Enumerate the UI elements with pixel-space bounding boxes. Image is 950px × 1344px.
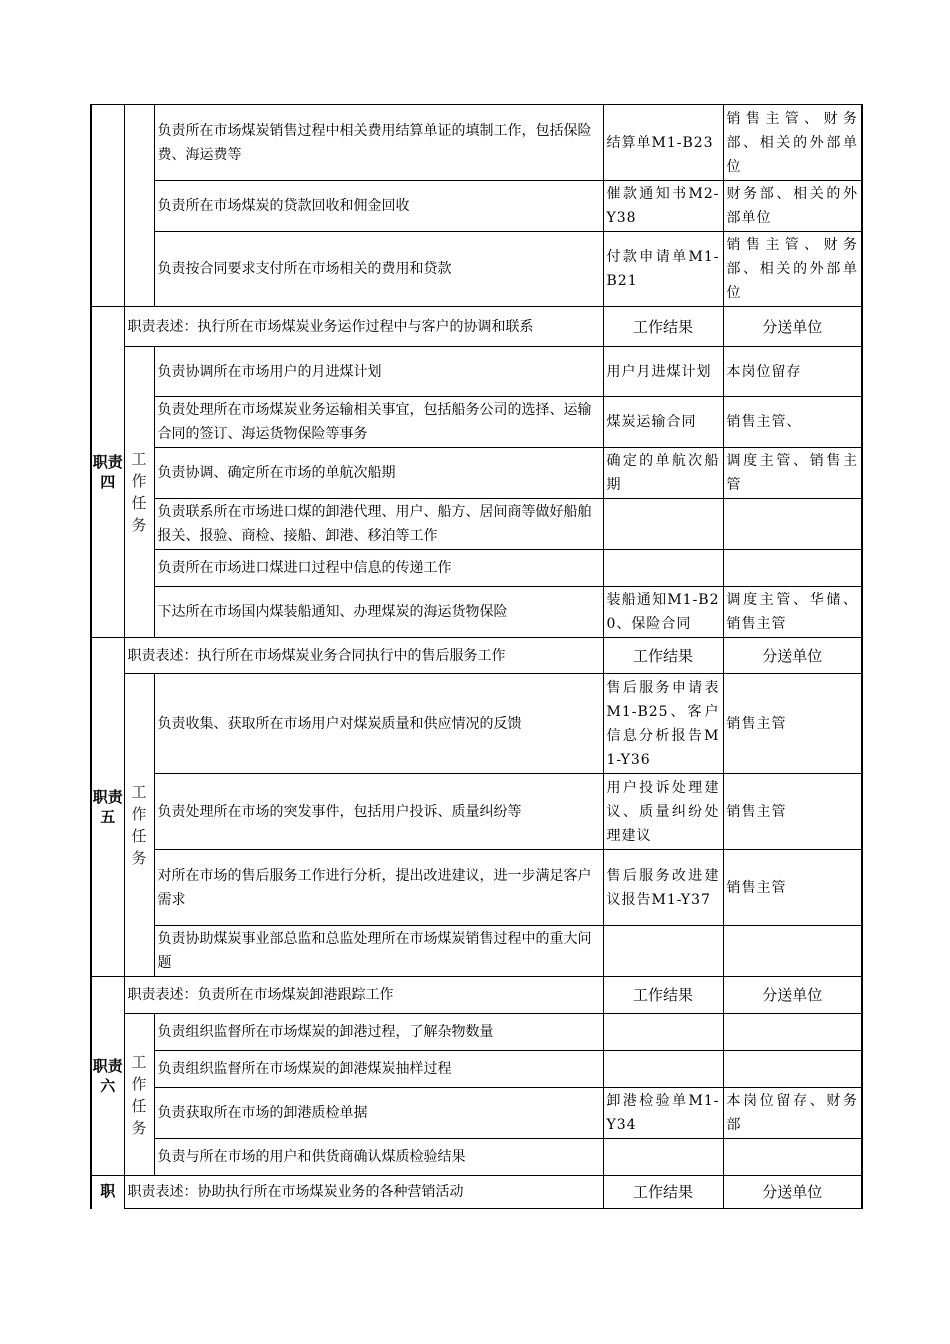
table-row [91, 181, 862, 232]
result-text: 煤炭运输合同 [603, 397, 723, 448]
table-row [91, 550, 862, 587]
duty-statement-row [91, 1176, 862, 1209]
dist-text [723, 499, 862, 550]
result-text: 卸港检验单M1-Y34 [603, 1088, 723, 1139]
task-text: 负责收集、获取所在市场用户对煤炭质量和供应情况的反馈 [154, 674, 603, 774]
duty-statement: 职责表述：执行所在市场煤炭业务运作过程中与客户的协调和联系 [124, 307, 603, 347]
result-text [603, 1014, 723, 1051]
dist-text [723, 1051, 862, 1088]
tasks-label-cell [124, 105, 154, 307]
dist-header: 分送单位 [723, 977, 862, 1014]
dist-text: 销售主管 [723, 774, 862, 850]
tasks-label: 工作任务 [124, 1014, 154, 1176]
table-row [91, 448, 862, 499]
duty-label: 职 [91, 1176, 124, 1209]
result-header: 工作结果 [603, 977, 723, 1014]
result-text [603, 926, 723, 977]
duty-statement-row [91, 977, 862, 1014]
table-row [91, 926, 862, 977]
result-text [603, 499, 723, 550]
duty-statement-row [91, 638, 862, 674]
result-text: 催款通知书M2-Y38 [603, 181, 723, 232]
task-text: 下达所在市场国内煤装船通知、办理煤炭的海运货物保险 [154, 587, 603, 638]
table-row [91, 397, 862, 448]
dist-text: 本岗位留存、财务部 [723, 1088, 862, 1139]
table-row [91, 1139, 862, 1176]
table-row [91, 1088, 862, 1139]
task-text: 负责所在市场煤炭的贷款回收和佣金回收 [154, 181, 603, 232]
result-text [603, 550, 723, 587]
task-text: 负责所在市场进口煤进口过程中信息的传递工作 [154, 550, 603, 587]
task-text: 负责按合同要求支付所在市场相关的费用和贷款 [154, 232, 603, 307]
dist-header: 分送单位 [723, 638, 862, 674]
table-row [91, 674, 862, 774]
dist-text [723, 550, 862, 587]
result-text [603, 1139, 723, 1176]
table-row [91, 105, 862, 181]
table-row [91, 347, 862, 397]
task-text: 负责所在市场煤炭销售过程中相关费用结算单证的填制工作，包括保险费、海运费等 [154, 105, 603, 181]
task-text: 负责获取所在市场的卸港质检单据 [154, 1088, 603, 1139]
result-text: 付款申请单M1-B21 [603, 232, 723, 307]
dist-text [723, 926, 862, 977]
task-text: 负责联系所在市场进口煤的卸港代理、用户、船方、居间商等做好船舶报关、报验、商检、接船、卸港、移泊等工作 [154, 499, 603, 550]
table-row [91, 587, 862, 638]
dist-header: 分送单位 [723, 307, 862, 347]
task-text: 负责与所在市场的用户和供货商确认煤质检验结果 [154, 1139, 603, 1176]
task-text: 负责协助煤炭事业部总监和总监处理所在市场煤炭销售过程中的重大问题 [154, 926, 603, 977]
result-text: 售后服务改进建议报告M1-Y37 [603, 850, 723, 926]
task-text: 负责处理所在市场的突发事件，包括用户投诉、质量纠纷等 [154, 774, 603, 850]
dist-text: 销售主管 [723, 674, 862, 774]
result-text: 确定的单航次船期 [603, 448, 723, 499]
duty-statement-row [91, 307, 862, 347]
dist-text: 调度主管、销售主管 [723, 448, 862, 499]
task-text: 对所在市场的售后服务工作进行分析，提出改进建议，进一步满足客户需求 [154, 850, 603, 926]
duty-label-cell [91, 105, 124, 307]
duty-label: 职责五 [91, 638, 124, 977]
dist-text: 销售主管、 [723, 397, 862, 448]
table-row [91, 1051, 862, 1088]
dist-text: 本岗位留存 [723, 347, 862, 397]
result-header: 工作结果 [603, 638, 723, 674]
duty-label: 职责六 [91, 977, 124, 1176]
task-text: 负责协调所在市场用户的月进煤计划 [154, 347, 603, 397]
result-text [603, 1051, 723, 1088]
dist-text [723, 1014, 862, 1051]
table-row [91, 850, 862, 926]
task-text: 负责组织监督所在市场煤炭的卸港过程，了解杂物数量 [154, 1014, 603, 1051]
dist-text: 销售主管、财务部、相关的外部单位 [723, 105, 862, 181]
table-row [91, 499, 862, 550]
dist-text: 调度主管、华储、销售主管 [723, 587, 862, 638]
result-text: 用户投诉处理建议、质量纠纷处理建议 [603, 774, 723, 850]
dist-text: 财务部、相关的外部单位 [723, 181, 862, 232]
task-text: 负责协调、确定所在市场的单航次船期 [154, 448, 603, 499]
task-text: 负责组织监督所在市场煤炭的卸港煤炭抽样过程 [154, 1051, 603, 1088]
duty-statement: 职责表述：负责所在市场煤炭卸港跟踪工作 [124, 977, 603, 1014]
duty-statement: 职责表述：协助执行所在市场煤炭业务的各种营销活动 [124, 1176, 603, 1209]
task-text: 负责处理所在市场煤炭业务运输相关事宜，包括船务公司的选择、运输合同的签订、海运货物保险等事务 [154, 397, 603, 448]
dist-header: 分送单位 [723, 1176, 862, 1209]
result-text: 售后服务申请表M1-B25、客户信息分析报告M1-Y36 [603, 674, 723, 774]
dist-text: 销售主管 [723, 850, 862, 926]
table-row [91, 1014, 862, 1051]
result-header: 工作结果 [603, 1176, 723, 1209]
table-row [91, 774, 862, 850]
duty-table [90, 104, 863, 1209]
duty-label: 职责四 [91, 307, 124, 638]
result-text: 用户月进煤计划 [603, 347, 723, 397]
result-header: 工作结果 [603, 307, 723, 347]
result-text: 装船通知M1-B20、保险合同 [603, 587, 723, 638]
tasks-label: 工作任务 [124, 674, 154, 977]
dist-text [723, 1139, 862, 1176]
tasks-label: 工作任务 [124, 347, 154, 638]
duty-statement: 职责表述：执行所在市场煤炭业务合同执行中的售后服务工作 [124, 638, 603, 674]
result-text: 结算单M1-B23 [603, 105, 723, 181]
dist-text: 销售主管、财务部、相关的外部单位 [723, 232, 862, 307]
table-row [91, 232, 862, 307]
